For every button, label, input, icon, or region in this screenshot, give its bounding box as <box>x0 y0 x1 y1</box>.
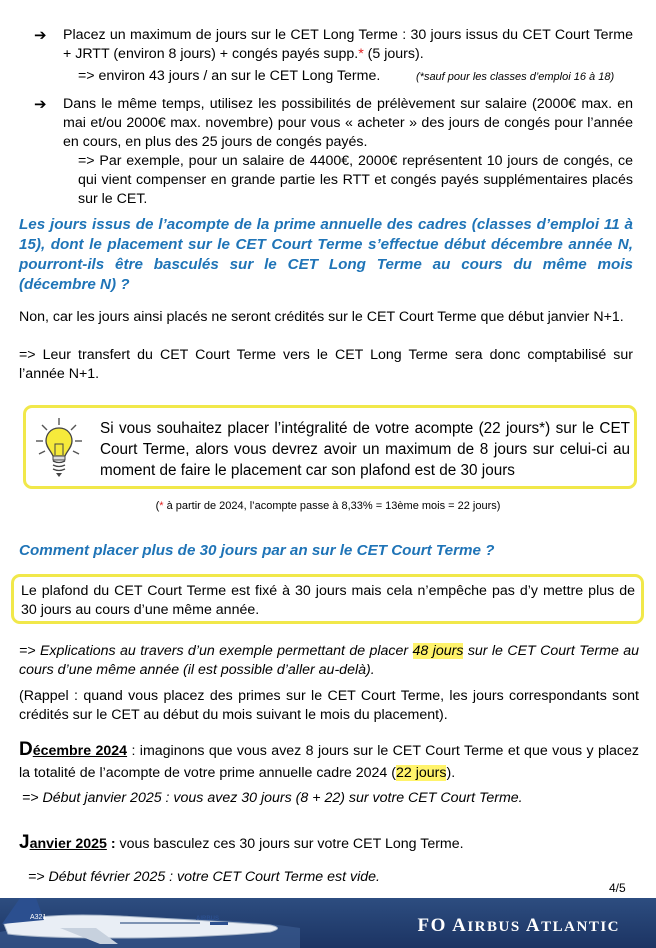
footer-title <box>418 916 620 937</box>
december-initial: D <box>19 739 33 760</box>
footer-title-part: FO A <box>417 915 468 936</box>
tip-text: Si vous souhaitez placer l’intégralité de votre acompte (22 jours*) sur le CET Court Terme, alors vous devrez avoir un maximum de 8 jours sur celui-ci au moment de faire le placement car son plafond est de 30 jours <box>100 420 630 479</box>
bullet-arrow: ➔ <box>34 96 47 113</box>
plane-brand: AIRBUS <box>196 916 220 922</box>
bullet-1-note: (*sauf pour les classes d’emploi 16 à 18) <box>416 71 615 83</box>
answer-1b: => Leur transfert du CET Court Terme vers le CET Long Terme sera donc comptabilisé sur l’année N+1. <box>19 347 633 382</box>
december-result: => Début janvier 2025 : vous avez 30 jours (8 + 22) sur votre CET Court Terme. <box>22 790 523 806</box>
footer-title-part: TLANTIC <box>541 919 620 935</box>
december-text: : imaginons que vous avez 8 jours sur le CET Court Terme et que vous y placez la totalité de l’acompte de votre prime annuelle cadre 2024 ( <box>19 743 639 781</box>
january-result: => Début février 2025 : votre CET Court Terme est vide. <box>28 869 380 885</box>
highlight-48-jours: 48 jours <box>412 643 464 659</box>
explain-after: sur le CET Court Terme au cours d’une même année (il est possible d’aller au-delà). <box>19 643 639 678</box>
asterisk: * <box>358 46 364 62</box>
question-1: Les jours issus de l’acompte de la prime annuelle des cadres (classes d’emploi 11 à 15), dont le placement sur le CET Court Terme s’effectue début décembre année N, pourront-ils être basculés sur le CET Long Terme au cours du même mois (décembre N) ? <box>19 216 633 293</box>
footnote-text: à partir de 2024, l’acompte passe à 8,33% = 13ème mois = 22 jours) <box>163 500 501 512</box>
bullet-1-text <box>63 26 633 64</box>
footer-title-part: IRBUS <box>467 919 521 935</box>
explanation <box>19 642 639 680</box>
bullet-2-sub: => Par exemple, pour un salaire de 4400€, 2000€ représentent 10 jours de congés, ce qui vient compenser en grande partie les RTT et congés payés supplémentaires placés sur le CET. <box>78 153 633 207</box>
plafond-box <box>11 574 644 624</box>
december-end: ). <box>446 765 456 781</box>
bullet-arrow: ➔ <box>34 27 47 44</box>
plafond-text: Le plafond du CET Court Terme est fixé à 30 jours mais cela n’empêche pas d’y mettre plus de 30 jours au cours d’une même année. <box>21 583 635 618</box>
bullet-1-sub: => environ 43 jours / an sur le CET Long Terme. <box>78 68 381 84</box>
asterisk: * <box>159 500 164 512</box>
question-2: Comment placer plus de 30 jours par an sur le CET Court Terme ? <box>19 542 495 559</box>
december-heading: écembre 2024 <box>32 743 128 759</box>
rappel: (Rappel : quand vous placez des primes sur le CET Court Terme, les jours correspondants sont crédités sur le CET au début du mois suivant le mois du placement). <box>19 688 639 723</box>
plane-label: A321 <box>30 914 47 921</box>
bullet-1-end: (5 jours). <box>363 46 424 62</box>
december-paragraph <box>19 739 639 784</box>
highlight-22-jours: 22 jours <box>395 765 447 781</box>
page-number: 4/5 <box>609 881 626 895</box>
explain-before: => Explications au travers d’un exemple permettant de placer <box>19 643 413 659</box>
lightbulb-icon <box>34 416 84 480</box>
footnote-paren: ( <box>155 500 160 512</box>
footer-band <box>0 898 656 948</box>
january-colon: : <box>106 836 116 852</box>
january-paragraph <box>19 832 639 855</box>
footer-title-part: A <box>520 915 542 936</box>
answer-1: Non, car les jours ainsi placés ne seront crédités sur le CET Court Terme que début janvier N+1. <box>19 309 624 325</box>
january-text: vous basculez ces 30 jours sur votre CET Long Terme. <box>115 836 464 852</box>
bullet-1-main: Placez un maximum de jours sur le CET Long Terme : 30 jours issus du CET Court Terme + JRTT (environ 8 jours) + congés payés supp. <box>63 27 633 62</box>
january-heading: anvier 2025 <box>29 836 107 852</box>
tip-box <box>23 405 637 489</box>
january-initial: J <box>19 832 30 853</box>
bullet-2-text: Dans le même temps, utilisez les possibilités de prélèvement sur salaire (2000€ max. en mai et/ou 2000€ max. novembre) pour vous « acheter » des jours de congés pour l’année en cours, en plus des 25 jours de congés payés. <box>63 96 633 150</box>
tip-footnote <box>0 497 656 516</box>
